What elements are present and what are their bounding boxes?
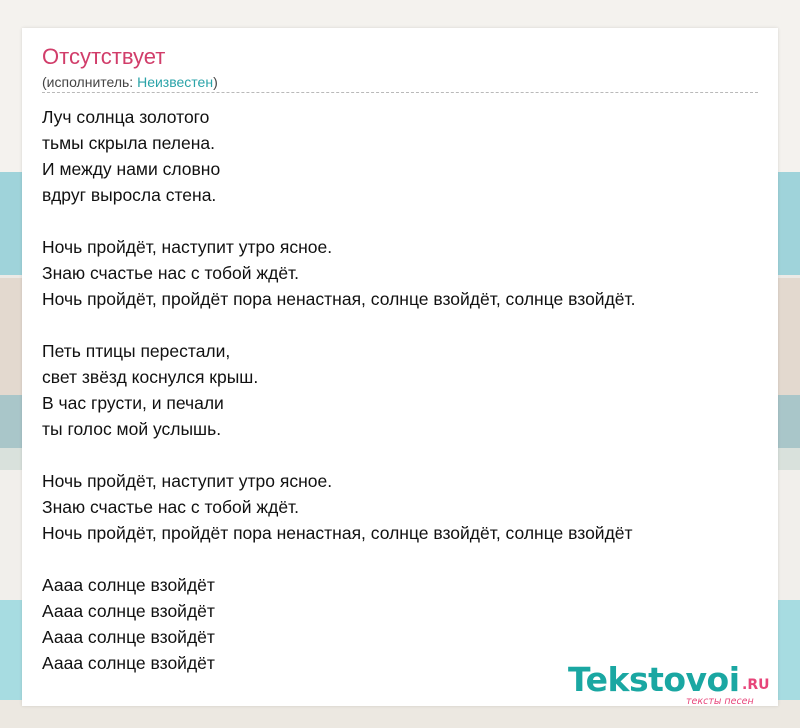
lyric-line: Ночь пройдёт, пройдёт пора ненастная, солнце взойдёт, солнце взойдёт. — [42, 289, 636, 309]
lyric-line: Ночь пройдёт, наступит утро ясное. — [42, 237, 333, 257]
lyric-line: Ночь пройдёт, наступит утро ясное. — [42, 471, 333, 491]
song-title: Отсутствует — [42, 44, 166, 69]
logo-tld: .RU — [742, 677, 770, 693]
logo-name: Tekstovoi — [568, 660, 740, 699]
lyrics-card — [22, 28, 778, 706]
lyric-line: Знаю счастье нас с тобой ждёт. — [42, 497, 299, 517]
logo-tagline: тексты песен — [686, 696, 754, 707]
lyric-line: тьмы скрыла пелена. — [42, 133, 215, 153]
lyric-line: Петь птицы перестали, — [42, 341, 231, 361]
stanza — [42, 468, 762, 546]
stanza — [42, 338, 762, 442]
lyric-line: Аааа солнце взойдёт — [42, 653, 215, 673]
lyric-line: И между нами словно — [42, 159, 221, 179]
tekstovoi-logo[interactable] — [568, 662, 778, 706]
lyric-line: вдруг выросла стена. — [42, 185, 217, 205]
lyric-line: Аааа солнце взойдёт — [42, 575, 215, 595]
artist-prefix: (исполнитель: — [42, 74, 138, 90]
lyric-line: Аааа солнце взойдёт — [42, 627, 215, 647]
artist-suffix: ) — [213, 74, 218, 90]
lyric-line: Аааа солнце взойдёт — [42, 601, 215, 621]
dashed-divider — [42, 92, 758, 93]
stanza — [42, 104, 762, 208]
lyric-line: Луч солнца золотого — [42, 107, 210, 127]
lyric-line: Знаю счастье нас с тобой ждёт. — [42, 263, 299, 283]
lyric-line: ты голос мой услышь. — [42, 419, 222, 439]
artist-link[interactable]: Неизвестен — [137, 74, 214, 90]
artist-line — [42, 73, 218, 91]
lyric-line: свет звёзд коснулся крыш. — [42, 367, 259, 387]
lyrics-text — [42, 104, 762, 676]
stanza — [42, 234, 762, 312]
lyric-line: Ночь пройдёт, пройдёт пора ненастная, солнце взойдёт, солнце взойдёт — [42, 523, 633, 543]
lyric-line: В час грусти, и печали — [42, 393, 224, 413]
